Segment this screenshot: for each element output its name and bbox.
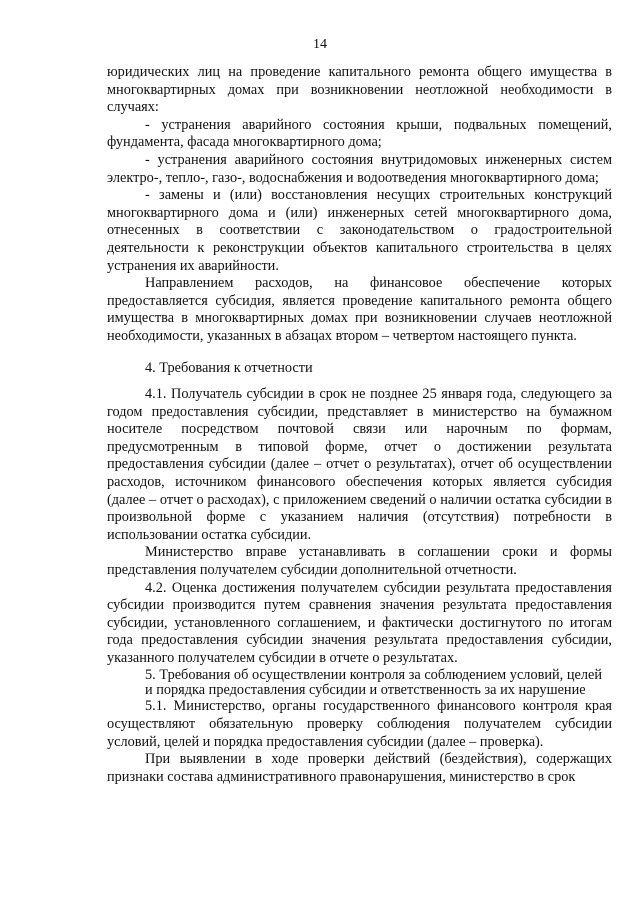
paragraph: 4.1. Получатель субсидии в срок не позднее 25 января года, следующего за годом предоставления субсидии, представляет в министерство на бумажном носителе посредством почтовой связи или нарочным по формам, предусмотренным в типовой форме, отчет о достижении результата предоставления субсидии (далее – отчет о результатах), отчет об осуществлении расходов, источником финансового обеспечения которых является субсидия (далее – отчет о расходах), с приложением сведений о наличии остатка субсидии в произвольной форме с указанием наличия (отсутствия) потребности в использовании остатка субсидии. <box>107 386 612 543</box>
paragraph: При выявлении в ходе проверки действий (бездействия), содержащих признаки состава административного правонарушения, министерство в срок <box>107 751 612 785</box>
paragraph: Направлением расходов, на финансовое обеспечение которых предоставляется субсидия, является проведение капитального ремонта общего имущества в многоквартирных домах при возникновении случаев неотложной необходимости, указанных в абзацах втором – четвертом настоящего пункта. <box>107 275 612 344</box>
paragraph: 5.1. Министерство, органы государственного финансового контроля края осуществляют обязательную проверку соблюдения получателем субсидии условий, целей и порядка предоставления субсидии (далее – проверка). <box>107 698 612 750</box>
page-number: 14 <box>313 37 327 52</box>
paragraph: 4.2. Оценка достижения получателем субсидии результата предоставления субсидии производится путем сравнения значения результата предоставления субсидии, установленного соглашением, и фактически достигнутого по итогам года предоставления субсидии значения результата предоставления субсидии, указанного получателем субсидии в отчете о результатах. <box>107 579 612 666</box>
paragraph: юридических лиц на проведение капитального ремонта общего имущества в многоквартирных домах при возникновении неотложной необходимости в случаях: <box>107 64 612 116</box>
paragraph: - замены и (или) восстановления несущих строительных конструкций многоквартирного дома и (или) инженерных сетей многоквартирного дома, отнесенных в соответствии с законодательством о градостроительной деятельности к реконструкции объектов капитального строительства в целях устранения их аварийности. <box>107 187 612 274</box>
section-heading: 4. Требования к отчетности <box>145 359 313 376</box>
section-heading: 5. Требования об осуществлении контроля за соблюдением условий, целей и порядка предоставления субсидии и ответственность за их нарушение <box>145 666 602 698</box>
paragraph: - устранения аварийного состояния крыши, подвальных помещений, фундамента, фасада многоквартирного дома; <box>107 116 612 151</box>
paragraph: Министерство вправе устанавливать в соглашении сроки и формы представления получателем субсидии дополнительной отчетности. <box>107 544 612 579</box>
document-body <box>107 64 612 786</box>
paragraph: - устранения аварийного состояния внутридомовых инженерных систем электро-, тепло-, газо-, водоснабжения и водоотведения многоквартирного дома; <box>107 151 612 186</box>
